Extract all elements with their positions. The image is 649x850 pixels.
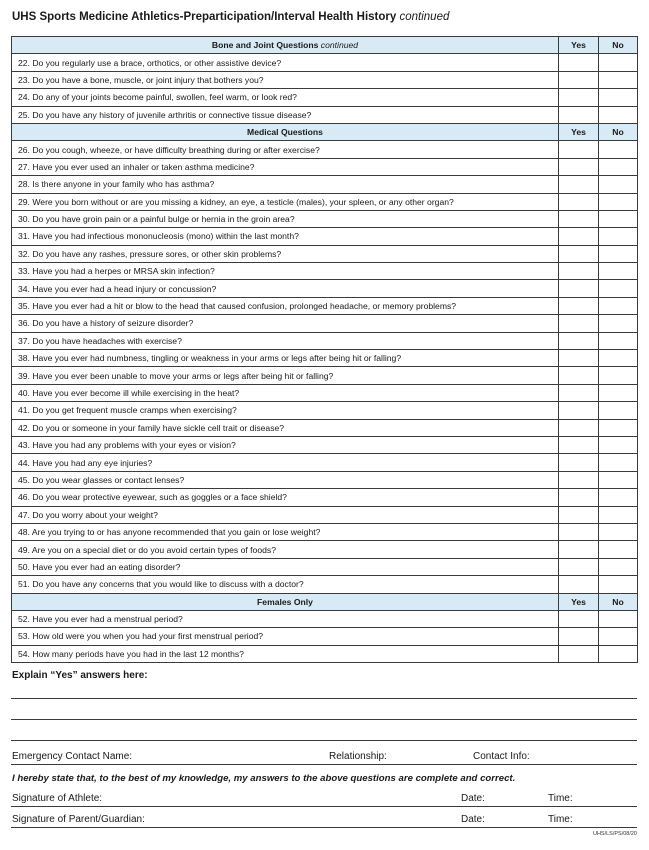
question-text: 26. Do you cough, wheeze, or have difficulty breathing during or after exercise? — [12, 141, 559, 158]
question-text: 30. Do you have groin pain or a painful bulge or hernia in the groin area? — [12, 210, 559, 227]
no-answer-cell[interactable] — [599, 454, 638, 471]
question-row — [12, 332, 638, 349]
explain-line[interactable] — [11, 698, 637, 699]
question-text: 23. Do you have a bone, muscle, or joint injury that bothers you? — [12, 71, 559, 88]
yes-answer-cell[interactable] — [559, 541, 599, 558]
yes-answer-cell[interactable] — [559, 454, 599, 471]
parent-signature-label: Signature of Parent/Guardian: — [12, 814, 145, 825]
parent-signature-line[interactable] — [11, 827, 637, 828]
relationship-label: Relationship: — [329, 751, 387, 762]
yes-answer-cell[interactable] — [559, 471, 599, 488]
no-answer-cell[interactable] — [599, 471, 638, 488]
question-text: 49. Are you on a special diet or do you avoid certain types of foods? — [12, 541, 559, 558]
question-row — [12, 576, 638, 593]
no-answer-cell[interactable] — [599, 176, 638, 193]
yes-answer-cell[interactable] — [559, 645, 599, 662]
question-row — [12, 506, 638, 523]
no-answer-cell[interactable] — [599, 576, 638, 593]
yes-column-header: Yes — [559, 593, 599, 610]
question-row — [12, 141, 638, 158]
question-row — [12, 106, 638, 123]
question-row — [12, 489, 638, 506]
yes-answer-cell[interactable] — [559, 628, 599, 645]
section-heading — [12, 37, 559, 54]
parent-time-label: Time: — [548, 814, 573, 825]
no-answer-cell[interactable] — [599, 541, 638, 558]
question-row — [12, 628, 638, 645]
question-text: 44. Have you had any eye injuries? — [12, 454, 559, 471]
question-text: 32. Do you have any rashes, pressure sores, or other skin problems? — [12, 245, 559, 262]
question-row — [12, 263, 638, 280]
no-answer-cell[interactable] — [599, 106, 638, 123]
question-text: 48. Are you trying to or has anyone recommended that you gain or lose weight? — [12, 523, 559, 540]
question-text: 43. Have you had any problems with your eyes or vision? — [12, 436, 559, 453]
yes-answer-cell[interactable] — [559, 141, 599, 158]
section-heading — [12, 593, 559, 610]
yes-answer-cell[interactable] — [559, 367, 599, 384]
explain-label: Explain “Yes” answers here: — [12, 670, 148, 681]
yes-answer-cell[interactable] — [559, 610, 599, 627]
yes-answer-cell[interactable] — [559, 158, 599, 175]
question-row — [12, 297, 638, 314]
question-text: 51. Do you have any concerns that you would like to discuss with a doctor? — [12, 576, 559, 593]
question-row — [12, 89, 638, 106]
no-answer-cell[interactable] — [599, 332, 638, 349]
section-header-row — [12, 123, 638, 140]
yes-answer-cell[interactable] — [559, 506, 599, 523]
no-answer-cell[interactable] — [599, 141, 638, 158]
yes-answer-cell[interactable] — [559, 489, 599, 506]
athlete-signature-label: Signature of Athlete: — [12, 793, 103, 804]
no-answer-cell[interactable] — [599, 280, 638, 297]
no-column-header: No — [599, 123, 638, 140]
question-row — [12, 315, 638, 332]
no-answer-cell[interactable] — [599, 89, 638, 106]
yes-answer-cell[interactable] — [559, 210, 599, 227]
question-row — [12, 419, 638, 436]
no-answer-cell[interactable] — [599, 71, 638, 88]
question-text: 54. How many periods have you had in the last 12 months? — [12, 645, 559, 662]
question-row — [12, 193, 638, 210]
yes-answer-cell[interactable] — [559, 71, 599, 88]
no-answer-cell[interactable] — [599, 523, 638, 540]
question-row — [12, 558, 638, 575]
yes-answer-cell[interactable] — [559, 315, 599, 332]
question-text: 22. Do you regularly use a brace, orthotics, or other assistive device? — [12, 54, 559, 71]
question-text: 33. Have you had a herpes or MRSA skin infection? — [12, 263, 559, 280]
parent-date-label: Date: — [461, 814, 485, 825]
no-answer-cell[interactable] — [599, 384, 638, 401]
question-row — [12, 367, 638, 384]
section-header-row — [12, 593, 638, 610]
section-heading-text: Medical Questions — [247, 127, 323, 138]
page-title: UHS Sports Medicine Athletics-Preparticipation/Interval Health History continued — [12, 11, 450, 23]
athlete-signature-line[interactable] — [11, 806, 637, 807]
question-row — [12, 176, 638, 193]
yes-answer-cell[interactable] — [559, 193, 599, 210]
explain-line[interactable] — [11, 719, 637, 720]
yes-answer-cell[interactable] — [559, 558, 599, 575]
section-heading-text: Bone and Joint Questions — [211, 40, 319, 51]
question-row — [12, 245, 638, 262]
emergency-contact-label: Emergency Contact Name: — [12, 751, 133, 762]
question-row — [12, 454, 638, 471]
question-text: 24. Do any of your joints become painful, swollen, feel warm, or look red? — [12, 89, 559, 106]
no-answer-cell[interactable] — [599, 228, 638, 245]
athlete-time-label: Time: — [548, 793, 573, 804]
question-text: 45. Do you wear glasses or contact lenses? — [12, 471, 559, 488]
no-answer-cell[interactable] — [599, 54, 638, 71]
no-answer-cell[interactable] — [599, 297, 638, 314]
yes-answer-cell[interactable] — [559, 402, 599, 419]
question-text: 46. Do you wear protective eyewear, such as goggles or a face shield? — [12, 489, 559, 506]
yes-column-header: Yes — [559, 37, 599, 54]
yes-answer-cell[interactable] — [559, 280, 599, 297]
no-answer-cell[interactable] — [599, 628, 638, 645]
yes-answer-cell[interactable] — [559, 89, 599, 106]
question-row — [12, 210, 638, 227]
no-answer-cell[interactable] — [599, 610, 638, 627]
section-heading-suffix: continued — [320, 40, 359, 51]
question-text: 37. Do you have headaches with exercise? — [12, 332, 559, 349]
yes-column-header: Yes — [559, 123, 599, 140]
yes-answer-cell[interactable] — [559, 54, 599, 71]
question-text: 27. Have you ever used an inhaler or taken asthma medicine? — [12, 158, 559, 175]
question-row — [12, 71, 638, 88]
yes-answer-cell[interactable] — [559, 436, 599, 453]
yes-answer-cell[interactable] — [559, 332, 599, 349]
question-row — [12, 54, 638, 71]
section-heading — [12, 123, 559, 140]
yes-answer-cell[interactable] — [559, 419, 599, 436]
no-answer-cell[interactable] — [599, 350, 638, 367]
question-row — [12, 228, 638, 245]
question-text: 34. Have you ever had a head injury or concussion? — [12, 280, 559, 297]
question-text: 50. Have you ever had an eating disorder? — [12, 558, 559, 575]
no-answer-cell[interactable] — [599, 436, 638, 453]
question-row — [12, 541, 638, 558]
question-text: 25. Do you have any history of juvenile arthritis or connective tissue disease? — [12, 106, 559, 123]
no-answer-cell[interactable] — [599, 506, 638, 523]
question-text: 40. Have you ever become ill while exercising in the heat? — [12, 384, 559, 401]
yes-answer-cell[interactable] — [559, 576, 599, 593]
question-text: 31. Have you had infectious mononucleosis (mono) within the last month? — [12, 228, 559, 245]
question-text: 29. Were you born without or are you missing a kidney, an eye, a testicle (males), your spleen, or any other organ? — [12, 193, 559, 210]
no-answer-cell[interactable] — [599, 263, 638, 280]
question-text: 38. Have you ever had numbness, tingling or weakness in your arms or legs after being hit or falling? — [12, 350, 559, 367]
question-row — [12, 402, 638, 419]
question-row — [12, 350, 638, 367]
form-code: UHS/LS/PS/08/20 — [592, 831, 637, 837]
question-text: 39. Have you ever been unable to move your arms or legs after being hit or falling? — [12, 367, 559, 384]
explain-line[interactable] — [11, 740, 637, 741]
question-text: 35. Have you ever had a hit or blow to the head that caused confusion, prolonged headache, or memory problems? — [12, 297, 559, 314]
athlete-date-label: Date: — [461, 793, 485, 804]
no-answer-cell[interactable] — [599, 645, 638, 662]
no-answer-cell[interactable] — [599, 489, 638, 506]
yes-answer-cell[interactable] — [559, 176, 599, 193]
no-answer-cell[interactable] — [599, 402, 638, 419]
no-answer-cell[interactable] — [599, 367, 638, 384]
question-row — [12, 436, 638, 453]
no-answer-cell[interactable] — [599, 558, 638, 575]
question-row — [12, 384, 638, 401]
question-text: 42. Do you or someone in your family have sickle cell trait or disease? — [12, 419, 559, 436]
question-row — [12, 610, 638, 627]
no-answer-cell[interactable] — [599, 315, 638, 332]
no-answer-cell[interactable] — [599, 419, 638, 436]
question-row — [12, 158, 638, 175]
section-heading-text: Females Only — [257, 596, 313, 607]
question-row — [12, 523, 638, 540]
no-answer-cell[interactable] — [599, 210, 638, 227]
contact-line[interactable] — [11, 764, 637, 765]
question-text: 28. Is there anyone in your family who has asthma? — [12, 176, 559, 193]
yes-answer-cell[interactable] — [559, 245, 599, 262]
no-answer-cell[interactable] — [599, 193, 638, 210]
yes-answer-cell[interactable] — [559, 106, 599, 123]
contact-info-label: Contact Info: — [473, 751, 530, 762]
question-row — [12, 645, 638, 662]
question-row — [12, 471, 638, 488]
yes-answer-cell[interactable] — [559, 350, 599, 367]
question-row — [12, 280, 638, 297]
yes-answer-cell[interactable] — [559, 523, 599, 540]
no-column-header: No — [599, 593, 638, 610]
no-answer-cell[interactable] — [599, 158, 638, 175]
no-column-header: No — [599, 37, 638, 54]
yes-answer-cell[interactable] — [559, 384, 599, 401]
question-text: 47. Do you worry about your weight? — [12, 506, 559, 523]
certification-statement: I hereby state that, to the best of my knowledge, my answers to the above questions are complete and correct. — [12, 773, 516, 784]
no-answer-cell[interactable] — [599, 245, 638, 262]
health-history-table — [11, 36, 638, 663]
yes-answer-cell[interactable] — [559, 228, 599, 245]
yes-answer-cell[interactable] — [559, 263, 599, 280]
question-text: 41. Do you get frequent muscle cramps when exercising? — [12, 402, 559, 419]
yes-answer-cell[interactable] — [559, 297, 599, 314]
question-text: 36. Do you have a history of seizure disorder? — [12, 315, 559, 332]
section-header-row — [12, 37, 638, 54]
question-text: 52. Have you ever had a menstrual period? — [12, 610, 559, 627]
question-text: 53. How old were you when you had your first menstrual period? — [12, 628, 559, 645]
